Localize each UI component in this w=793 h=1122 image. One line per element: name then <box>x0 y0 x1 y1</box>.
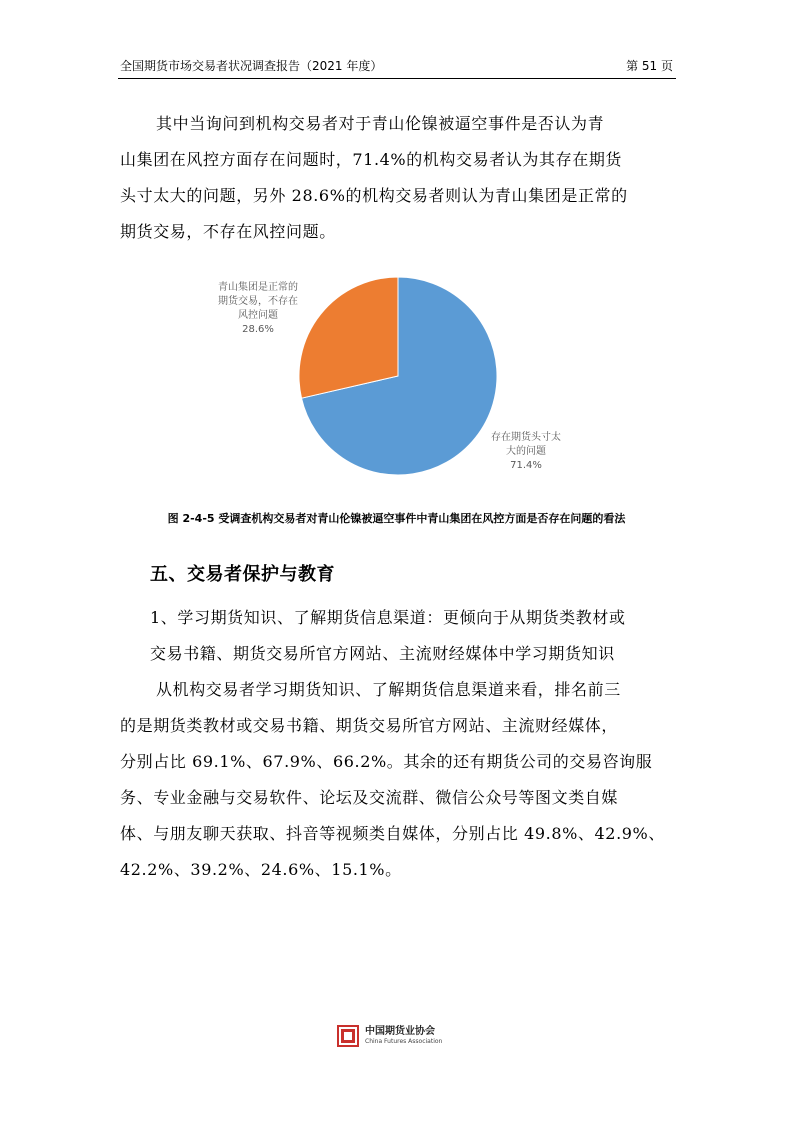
pie-chart <box>200 265 600 490</box>
sub-heading-line: 1、学习期货知识、了解期货信息渠道：更倾向于从期货类教材或 <box>150 608 626 627</box>
paragraph-2-line: 分别占比 69.1%、67.9%、66.2%。其余的还有期货公司的交易咨询服 <box>120 752 653 771</box>
paragraph-2-line: 的是期货类教材或交易书籍、期货交易所官方网站、主流财经媒体， <box>120 716 619 735</box>
pie-value-label: 28.6% <box>242 324 274 335</box>
figure-caption: 图 2-4-5 受调查机构交易者对青山伦镍被逼空事件中青山集团在风控方面是否存在问题的看法 <box>167 512 626 525</box>
pie-label-normal-trading <box>218 280 298 335</box>
logo-name-cn: 中国期货业协会 <box>365 1026 435 1037</box>
sub-heading-line: 交易书籍、期货交易所官方网站、主流财经媒体中学习期货知识 <box>150 644 615 663</box>
association-logo <box>337 1024 442 1048</box>
paragraph-1-line: 期货交易，不存在风控问题。 <box>120 222 336 241</box>
paragraph-2-line: 从机构交易者学习期货知识、了解期货信息渠道来看，排名前三 <box>156 680 621 699</box>
paragraph-1-line: 其中当询问到机构交易者对于青山伦镍被逼空事件是否认为青 <box>156 114 605 133</box>
pie-label-line: 大的问题 <box>506 446 546 457</box>
paragraph-2-line: 42.2%、39.2%、24.6%、15.1%。 <box>120 860 402 879</box>
pie-label-line: 风控问题 <box>238 310 278 321</box>
section-title: 五、交易者保护与教育 <box>150 564 335 585</box>
header-divider <box>118 78 676 79</box>
sub-heading <box>150 600 676 672</box>
pie-value-label: 71.4% <box>510 460 542 471</box>
paragraph-2-line: 体、与朋友聊天获取、抖音等视频类自媒体，分别占比 49.8%、42.9%、 <box>120 824 665 843</box>
paragraph-1-line: 头寸太大的问题，另外 28.6%的机构交易者则认为青山集团是正常的 <box>120 186 628 205</box>
pie-label-line: 存在期货头寸太 <box>491 432 561 443</box>
pie-label-line: 期货交易，不存在 <box>218 296 298 307</box>
paragraph-2 <box>120 672 676 888</box>
logo-mark-icon <box>337 1025 359 1047</box>
paragraph-1 <box>120 106 676 250</box>
page-number: 第 51 页 <box>626 59 673 73</box>
pie-label-risk-problem <box>491 430 561 471</box>
paragraph-2-line: 务、专业金融与交易软件、论坛及交流群、微信公众号等图文类自媒 <box>120 788 619 807</box>
header-title: 全国期货市场交易者状况调查报告（2021 年度） <box>120 59 383 73</box>
paragraph-1-line: 山集团在风控方面存在问题时，71.4%的机构交易者认为其存在期货 <box>120 150 623 169</box>
logo-name-en: China Futures Association <box>365 1038 443 1045</box>
pie-label-line: 青山集团是正常的 <box>218 282 298 293</box>
